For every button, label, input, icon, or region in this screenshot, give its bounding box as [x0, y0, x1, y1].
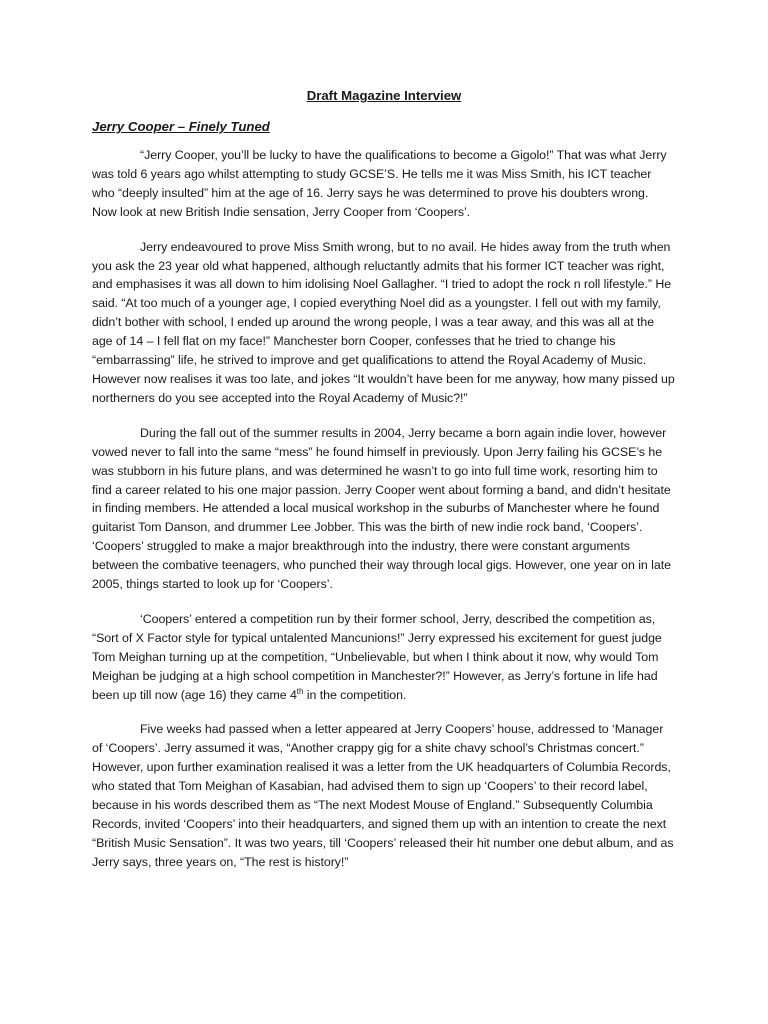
paragraph-5: Five weeks had passed when a letter appeared at Jerry Coopers’ house, addressed to ‘Manager of ‘Coopers’. Jerry assumed it was, “Another crappy gig for a shite chavy school’s Christmas concert.” However, upon further examination realised it was a letter from the UK headquarters of Columbia Records, who stated that Tom Meighan of Kasabian, had advised them to sign up ‘Coopers’ to their record label, because in his words described them as “The next Modest Mouse of England.” Subsequently Columbia Records, invited ‘Coopers’ into their headquarters, and signed them up with an intention to create the next “British Music Sensation”. It was two years, till ‘Coopers’ released their hit number one debut album, and as Jerry says, three years on, “The rest is history!”: [92, 722, 674, 869]
document-page: [92, 86, 676, 888]
paragraph-2: Jerry endeavoured to prove Miss Smith wrong, but to no avail. He hides away from the truth when you ask the 23 year old what happened, although reluctantly admits that his former ICT teacher was right, and emphasises it was all down to him idolising Noel Gallagher. “I tried to adopt the rock n roll lifestyle.” He said. “At too much of a younger age, I copied everything Noel did as a youngster. I fell out with my family, didn’t bother with school, I ended up around the wrong people, I was a tear away, and this was all at the age of 14 – I fell flat on my face!” Manchester born Cooper, confesses that he tried to change his “embarrassing” life, he strived to improve and get qualifications to attend the Royal Academy of Music. However now realises it was too late, and jokes “It wouldn’t have been for me anyway, how many pissed up northerners do you see accepted into the Royal Academy of Music?!”: [92, 239, 675, 405]
paragraph-4-tail: in the competition.: [303, 687, 407, 702]
article-headline: Jerry Cooper – Finely Tuned: [92, 119, 270, 134]
paragraph-3: During the fall out of the summer results in 2004, Jerry became a born again indie lover, however vowed never to fall into the same “mess” he found himself in previously. Upon Jerry failing his GCSE’s he was stubborn in his future plans, and was determined he wasn’t to go into full time work, resorting him to find a career related to his one major passion. Jerry Cooper went about forming a band, and didn’t hesitate in finding members. He attended a local musical workshop in the suburbs of Manchester where he found guitarist Tom Danson, and drummer Lee Jobber. This was the birth of new indie rock band, ‘Coopers’. ‘Coopers’ struggled to make a major breakthrough into the industry, there were constant arguments between the combative teenagers, who punched their way through local gigs. However, one year on in late 2005, things started to look up for ‘Coopers’.: [92, 425, 671, 592]
paragraph-4: [92, 610, 676, 705]
ordinal-superscript: th: [296, 686, 304, 696]
document-title: Draft Magazine Interview: [306, 88, 462, 103]
paragraph-4-text: ‘Coopers’ entered a competition run by their former school, Jerry, described the competition as, “Sort of X Factor style for typical untalented Mancunions!” Jerry expressed his excitement for guest judge Tom Meighan turning up at the competition, “Unbelievable, but when I think about it now, why would Tom Meighan be judging at a high school competition in Manchester?!” However, as Jerry’s fortune in life had been up till now (age 16) they came 4: [92, 611, 662, 702]
paragraph-1: “Jerry Cooper, you’ll be lucky to have the qualifications to become a Gigolo!” That was what Jerry was told 6 years ago whilst attempting to study GCSE’S. He tells me it was Miss Smith, his ICT teacher who “deeply insulted” him at the age of 16. Jerry says he was determined to prove his doubters wrong. Now look at new British Indie sensation, Jerry Cooper from ‘Coopers’.: [92, 148, 667, 219]
